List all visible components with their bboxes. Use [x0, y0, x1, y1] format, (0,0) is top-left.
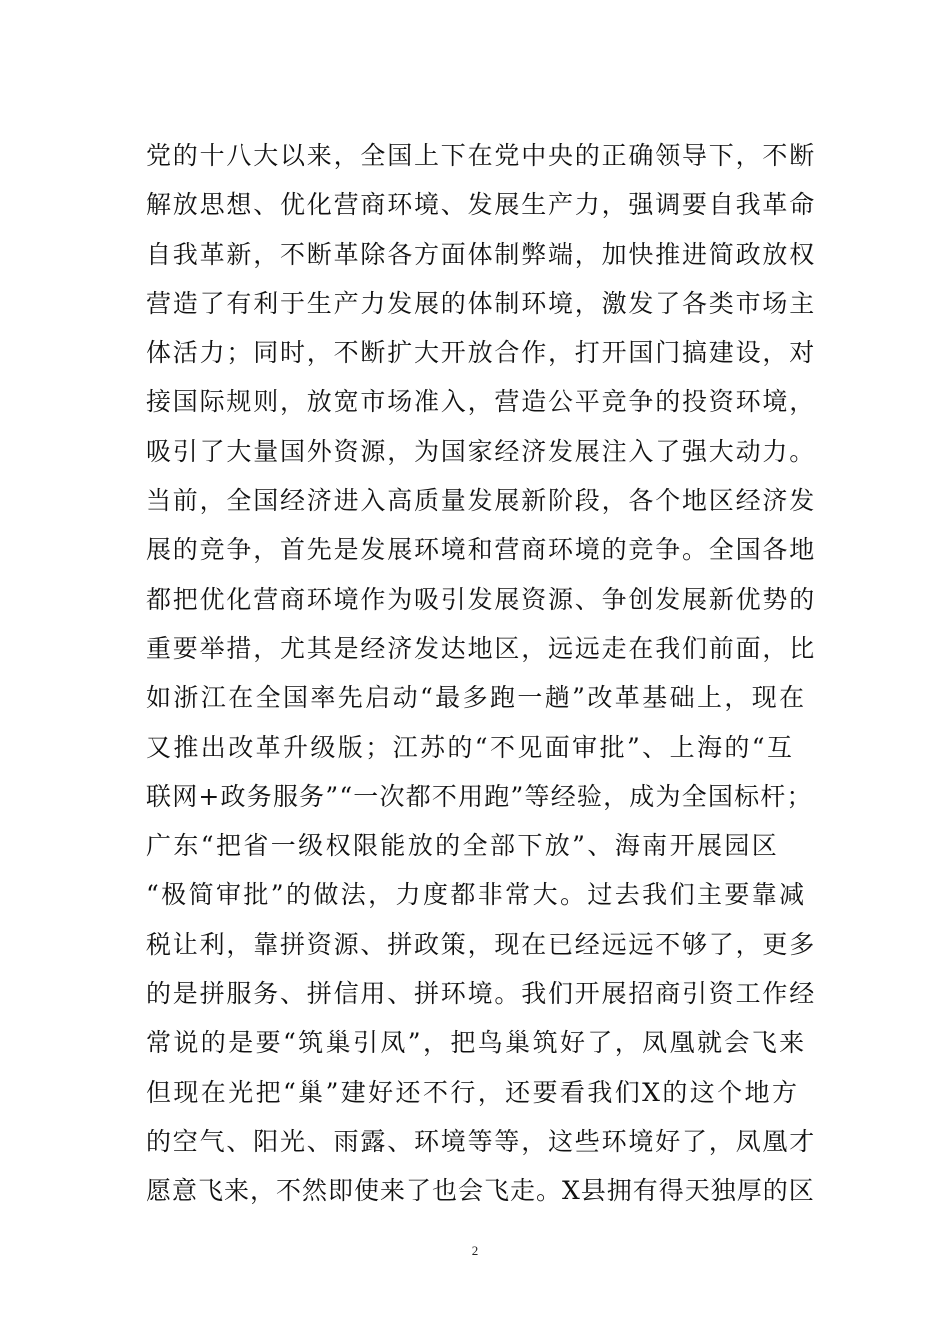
text-line: 党的十八大以来，全国上下在党中央的正确领导下，不断 [146, 141, 817, 170]
text-line: 体活力；同时，不断扩大开放合作，打开国门搞建设，对 [146, 338, 817, 368]
text-line: 广东“把省一级权限能放的全部下放”、海南开展园区 [146, 831, 780, 861]
text-line: 当前，全国经济进入高质量发展新阶段，各个地区经济发 [146, 486, 817, 516]
text-line: 联网+政务服务”“一次都不用跑”等经验，成为全国标杆； [146, 781, 813, 811]
text-line: 如浙江在全国率先启动“最多跑一趟”改革基础上，现在 [146, 683, 807, 713]
text-line: 重要举措，尤其是经济发达地区，远远走在我们前面，比 [146, 633, 817, 663]
text-line: 自我革新，不断革除各方面体制弊端，加快推进简政放权 [146, 239, 817, 269]
text-line: 的是拼服务、拼信用、拼环境。我们开展招商引资工作经 [146, 979, 817, 1009]
text-line: 营造了有利于生产力发展的体制环境，激发了各类市场主 [146, 288, 817, 318]
text-line: 展的竞争，首先是发展环境和营商环境的竞争。全国各地 [146, 535, 817, 565]
text-line: 接国际规则，放宽市场准入，营造公平竞争的投资环境， [146, 387, 817, 417]
text-line: 都把优化营商环境作为吸引发展资源、争创发展新优势的 [146, 584, 817, 614]
text-line: 常说的是要“筑巢引凤”，把鸟巢筑好了，凤凰就会飞来 [146, 1028, 807, 1058]
text-line: 愿意飞来，不然即使来了也会飞走。X县拥有得天独厚的区 [146, 1176, 815, 1206]
text-line: 但现在光把“巢”建好还不行，还要看我们X的这个地方 [146, 1077, 800, 1107]
text-line: 的空气、阳光、雨露、环境等等，这些环境好了，凤凰才 [146, 1126, 817, 1156]
text-line: “极简审批”的做法，力度都非常大。过去我们主要靠减 [146, 880, 807, 910]
text-line: 吸引了大量国外资源，为国家经济发展注入了强大动力。 [146, 436, 817, 466]
text-line: 税让利，靠拼资源、拼政策，现在已经远远不够了，更多 [146, 929, 817, 959]
body-text [146, 131, 816, 1216]
text-line: 解放思想、优化营商环境、发展生产力，强调要自我革命 [146, 190, 817, 220]
page-number: 2 [471, 1243, 479, 1258]
text-line: 又推出改革升级版；江苏的“不见面审批”、上海的“互 [146, 732, 795, 762]
